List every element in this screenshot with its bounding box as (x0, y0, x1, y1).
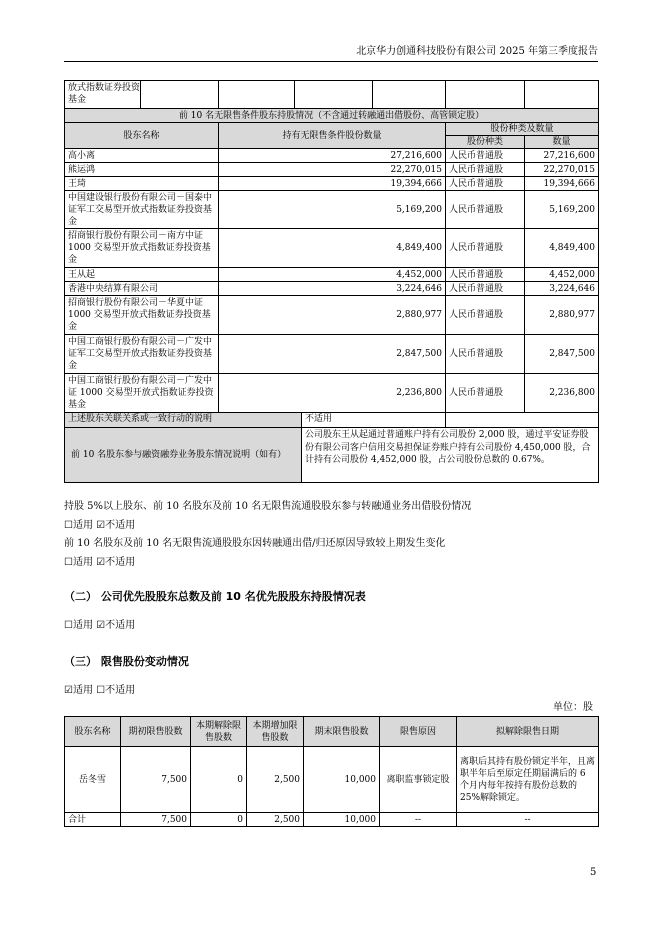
total-added: 2,500 (247, 813, 304, 827)
table-title-row (65, 109, 599, 123)
restricted-added: 2,500 (247, 747, 304, 813)
holder-amount: 4,849,400 (525, 229, 599, 268)
holder-kind: 人民币普通股 (446, 374, 525, 413)
col-header-begin: 期初限售股数 (121, 717, 191, 747)
option-lending: ☐适用 ☑不适用 (64, 520, 136, 531)
table-row (65, 163, 599, 177)
holder-qty: 19,394,666 (219, 177, 446, 191)
header-row (65, 123, 599, 136)
col-header-reason: 限售原因 (380, 717, 457, 747)
continued-row (65, 81, 599, 109)
option-change: ☐适用 ☑不适用 (64, 557, 136, 568)
col-header-date: 拟解除限售日期 (457, 717, 599, 747)
margin-value: 公司股东王从起通过普通账户持有公司股份 2,000 股，通过平安证券股份有限公司客户信用交易担保证券账户持有公司股份 4,450,000 股，合计持有公司股份 4,452,000 股，占公司股份总数的 0.67%。 (301, 428, 598, 482)
total-date: -- (457, 813, 599, 827)
relation-value: 不适用 (301, 413, 445, 427)
holder-amount: 22,270,015 (525, 163, 599, 177)
col-header-added: 本期增加限售股数 (247, 717, 304, 747)
continued-row-name: 放式指数证券投资基金 (65, 81, 219, 109)
col-header-name: 股东名称 (65, 717, 121, 747)
total-end: 10,000 (304, 813, 380, 827)
table-row (65, 268, 599, 282)
holder-kind: 人民币普通股 (446, 163, 525, 177)
restricted-name: 岳冬雪 (65, 747, 121, 813)
relation-label: 上述股东关联关系或一致行动的说明 不适用 (65, 413, 446, 428)
holder-name: 高小离 (65, 149, 219, 163)
holder-amount: 2,880,977 (525, 296, 599, 335)
holder-qty: 5,169,200 (219, 191, 446, 229)
option-restricted: ☑适用 ☐不适用 (64, 685, 136, 696)
table-row (65, 747, 599, 813)
top10-unrestricted-table (64, 80, 599, 483)
restricted-date: 离职后其持有股份锁定半年，且离职半年后至原定任期届满后的 6 个月内每年按持有股份总数的 25%解除锁定。 (457, 747, 599, 813)
holder-qty: 4,849,400 (219, 229, 446, 268)
restricted-begin: 7,500 (121, 747, 191, 813)
holder-name: 中国建设银行股份有限公司－国泰中证军工交易型开放式指数证券投资基金 (65, 191, 219, 229)
table-title: 前 10 名无限售条件股东持股情况（不含通过转融通出借股份、高管锁定股） (65, 109, 599, 123)
section-preferred-title: （二） 公司优先股股东总数及前 10 名优先股股东持股情况表 (64, 590, 366, 603)
table-row-total (65, 813, 599, 827)
holder-amount: 4,452,000 (525, 268, 599, 282)
total-released: 0 (191, 813, 247, 827)
holder-amount: 5,169,200 (525, 191, 599, 229)
restricted-released: 0 (191, 747, 247, 813)
restricted-shares-table (64, 716, 599, 827)
holder-qty: 2,880,977 (219, 296, 446, 335)
holder-qty: 22,270,015 (219, 163, 446, 177)
holder-qty: 4,452,000 (219, 268, 446, 282)
table-row (65, 149, 599, 163)
table-row (65, 335, 599, 374)
holder-qty: 3,224,646 (219, 282, 446, 296)
holder-name: 熊运鸿 (65, 163, 219, 177)
holder-kind: 人民币普通股 (446, 177, 525, 191)
holder-name: 招商银行股份有限公司－华夏中证 1000 交易型开放式指数证券投资基金 (65, 296, 219, 335)
holder-qty: 27,216,600 (219, 149, 446, 163)
holder-kind: 人民币普通股 (446, 229, 525, 268)
total-name: 合计 (65, 813, 121, 827)
table-row (65, 229, 599, 268)
relation-row (65, 413, 599, 428)
holder-kind: 人民币普通股 (446, 149, 525, 163)
holder-name: 王琦 (65, 177, 219, 191)
holder-amount: 2,236,800 (525, 374, 599, 413)
holder-qty: 2,847,500 (219, 335, 446, 374)
table-row (65, 177, 599, 191)
restricted-reason: 离职监事锁定股 (380, 747, 457, 813)
section-restricted-title: （三） 限售股份变动情况 (64, 655, 189, 668)
margin-row (65, 428, 599, 483)
holder-name: 招商银行股份有限公司－南方中证 1000 交易型开放式指数证券投资基金 (65, 229, 219, 268)
col-header-released: 本期解除限售股数 (191, 717, 247, 747)
col-header-qty: 持有无限售条件股份数量 (219, 123, 446, 149)
holder-name: 香港中央结算有限公司 (65, 282, 219, 296)
page-number: 5 (590, 867, 597, 878)
col-header-name: 股东名称 (65, 123, 219, 149)
header-divider (64, 61, 598, 62)
continued-row-cells (219, 81, 446, 109)
holder-amount: 27,216,600 (525, 149, 599, 163)
page-header (64, 42, 598, 58)
note-lending: 持股 5%以上股东、前 10 名股东及前 10 名无限售流通股股东参与转融通业务出借股份情况 (64, 501, 472, 512)
restricted-header-row (65, 717, 599, 747)
holder-amount: 3,224,646 (525, 282, 599, 296)
holder-qty: 2,236,800 (219, 374, 446, 413)
margin-label: 前 10 名股东参与融资融券业务股东情况说明（如有） (65, 428, 301, 482)
holder-kind: 人民币普通股 (446, 191, 525, 229)
holder-name: 王从起 (65, 268, 219, 282)
holder-kind: 人民币普通股 (446, 335, 525, 374)
holder-kind: 人民币普通股 (446, 268, 525, 282)
table-row (65, 296, 599, 335)
table-row (65, 374, 599, 413)
unit-label: 单位：股 (553, 702, 593, 713)
holder-amount: 2,847,500 (525, 335, 599, 374)
header-title: 北京华力创通科技股份有限公司 2025 年第三季度报告 (356, 46, 598, 57)
holder-amount: 19,394,666 (525, 177, 599, 191)
total-begin: 7,500 (121, 813, 191, 827)
col-header-amount: 数量 (525, 136, 599, 149)
col-header-kind-group: 股份种类及数量 (446, 123, 599, 136)
option-preferred: ☐适用 ☑不适用 (64, 620, 136, 631)
note-change: 前 10 名股东及前 10 名无限售流通股股东因转融通出借/归还原因导致较上期发生变化 (64, 538, 446, 549)
table-row (65, 191, 599, 229)
holder-name: 中国工商银行股份有限公司－广发中证军工交易型开放式指数证券投资基金 (65, 335, 219, 374)
table-row (65, 282, 599, 296)
col-header-end: 期末限售股数 (304, 717, 380, 747)
total-reason: -- (380, 813, 457, 827)
restricted-end: 10,000 (304, 747, 380, 813)
holder-kind: 人民币普通股 (446, 282, 525, 296)
holder-kind: 人民币普通股 (446, 296, 525, 335)
col-header-kind: 股份种类 (446, 136, 525, 149)
holder-name: 中国工商银行股份有限公司－广发中证 1000 交易型开放式指数证券投资基金 (65, 374, 219, 413)
